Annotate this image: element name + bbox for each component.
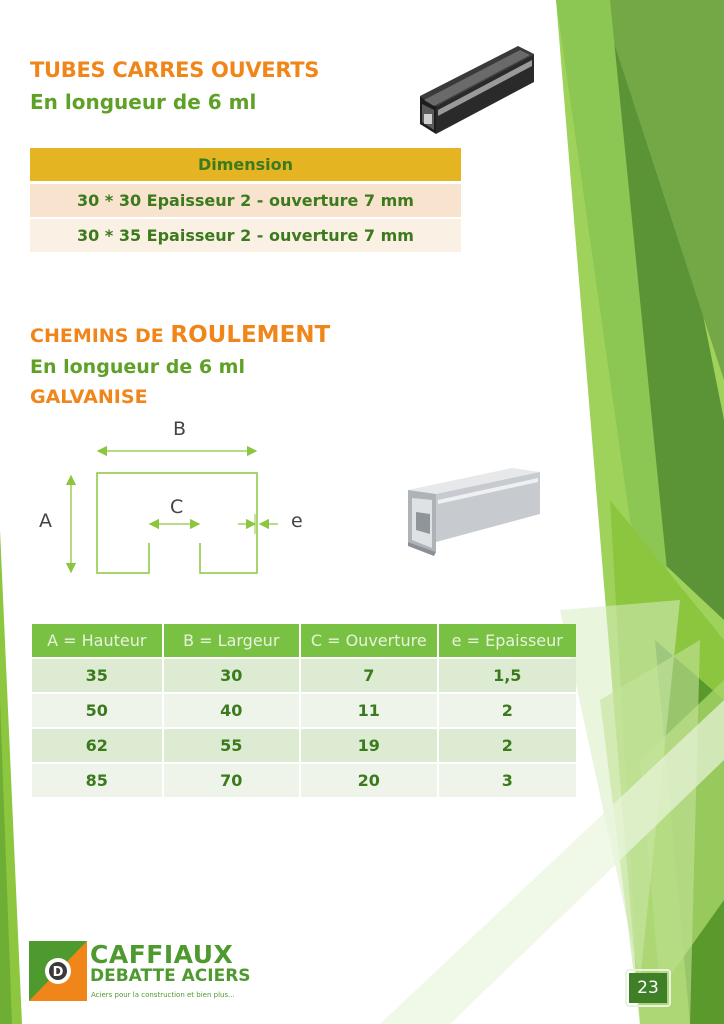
section-title-chemins: [30, 322, 330, 348]
table-cell: 62: [32, 729, 162, 762]
label-c: C: [170, 496, 184, 518]
table-cell: 19: [301, 729, 437, 762]
section-subtitle-length: En longueur de 6 ml: [30, 90, 257, 114]
spec-table: [32, 624, 576, 799]
dimension-row: 30 * 30 Epaisseur 2 - ouverture 7 mm: [30, 184, 461, 217]
table-cell: 50: [32, 694, 162, 727]
table-cell: 1,5: [439, 659, 576, 692]
header-cell: B = Largeur: [164, 624, 300, 657]
label-b: B: [173, 418, 187, 440]
label-a: A: [39, 510, 52, 532]
section-title-part2: ROULEMENT: [170, 322, 331, 348]
table-cell: 30: [164, 659, 300, 692]
table-row: [32, 764, 576, 797]
spec-table-header: [32, 624, 576, 657]
section-subtitle-length-2: En longueur de 6 ml: [30, 356, 245, 378]
label-e: e: [291, 510, 303, 532]
svg-text:D: D: [52, 965, 64, 980]
dimension-row: 30 * 35 Epaisseur 2 - ouverture 7 mm: [30, 219, 461, 252]
table-row: [32, 694, 576, 727]
table-cell: 40: [164, 694, 300, 727]
page-number: 23: [629, 973, 667, 1003]
header-cell: e = Epaisseur: [439, 624, 576, 657]
table-row: [32, 659, 576, 692]
section-title-tubes: TUBES CARRES OUVERTS: [30, 58, 320, 82]
table-row: [32, 729, 576, 762]
dimension-table: [30, 148, 461, 252]
table-cell: 11: [301, 694, 437, 727]
table-cell: 20: [301, 764, 437, 797]
table-cell: 7: [301, 659, 437, 692]
section-subtitle-galvanise: GALVANISE: [30, 386, 148, 408]
dimension-header: Dimension: [30, 148, 461, 181]
table-cell: 55: [164, 729, 300, 762]
table-cell: 3: [439, 764, 576, 797]
logo-name: CAFFIAUX: [90, 940, 234, 969]
logo-tagline: Aciers pour la construction et bien plus...: [91, 991, 235, 999]
header-cell: C = Ouverture: [301, 624, 437, 657]
company-logo-icon: [29, 941, 87, 1001]
header-cell: A = Hauteur: [32, 624, 162, 657]
table-cell: 70: [164, 764, 300, 797]
page-number-box: [625, 969, 671, 1007]
open-square-tube-image: [416, 44, 538, 134]
section-title-part1: CHEMINS DE: [30, 325, 171, 347]
logo-subname: DEBATTE ACIERS: [90, 966, 251, 986]
table-cell: 85: [32, 764, 162, 797]
table-cell: 35: [32, 659, 162, 692]
galvanized-rail-image: [404, 464, 544, 558]
table-cell: 2: [439, 729, 576, 762]
table-cell: 2: [439, 694, 576, 727]
